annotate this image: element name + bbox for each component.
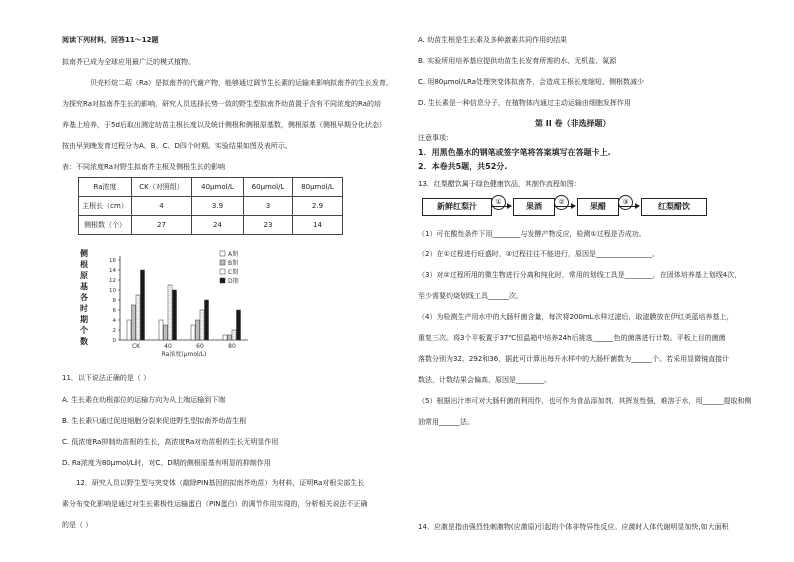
y-tick-label: 0 [112, 338, 116, 344]
legend-swatch-C期 [220, 269, 225, 274]
x-axis-label: Ra浓度(μmol/L) [161, 351, 207, 358]
legend-swatch-B期 [220, 260, 225, 265]
y-tick-label: 12 [109, 278, 116, 284]
q12-option-c: C. 用80μmol/LRa处理突变体拟南芥，会造成主根长度缩短、侧根数减少 [418, 78, 645, 86]
flow-arrow-1 [491, 206, 511, 207]
passage-line-4: 按由早到晚发育过程分为A、B、C、D四个时期。实验结果如图及表所示。 [62, 142, 292, 150]
q11-option-b: B. 生长素只通过促进细胞分裂来促进野生型拟南芥幼苗生根 [62, 417, 247, 425]
table-row [79, 197, 343, 216]
y-tick-label: 16 [109, 258, 116, 264]
legend-swatch-D期 [220, 278, 225, 283]
q13-line-4: 至少需要灼烧划线工具______次。 [418, 292, 523, 300]
q13-line-8: 数法，计数结果会偏高，原因是________。 [418, 376, 551, 384]
question-11: 11．以下说法正确的是（ ） [62, 374, 151, 382]
question-13-intro: 13．红梨醋饮属于绿色健康饮品，其制作流程如图： [418, 180, 581, 188]
legend-label: D期 [228, 278, 239, 285]
table-header-cell: Ra浓度 [79, 178, 132, 197]
table-cell: 3 [244, 197, 293, 216]
table-cell: 2.9 [293, 197, 343, 216]
q12-option-b: B. 实验所用培养基应提供幼苗生长发育所需的水、无机盐、氮源 [418, 57, 617, 65]
q13-line-1: （1）可在酸性条件下用________与发酵产物反应，检测①过程是否成功。 [418, 230, 646, 238]
question-12-line-2: 素分布变化影响是通过对生长素极性运输蛋白（PIN蛋白）的调节作用实现的，分析相关说法不正确 [62, 500, 368, 508]
q12-option-a: A. 幼苗生根是生长素及多种激素共同作用的结果 [418, 36, 568, 44]
q13-line-10: 油常用______法。 [418, 418, 474, 426]
flow-arrow-2 [554, 206, 575, 207]
q13-line-3: （3）对②过程所用的微生物进行分离和纯化时，常用的划线工具是________，在固体培养基上划线4次， [418, 271, 742, 279]
flow-step-1: ① [491, 195, 506, 210]
passage-line-2: 为探究Ra对拟南芥生长的影响，研究人员选择长势一致的野生型拟南芥幼苗置于含有不同浓度的Ra的培 [62, 100, 381, 108]
passage-line-3: 养基上培养，于5d后取出测定幼苗主根长度以及统计侧根和侧根原基数，侧根原基（侧根早期分化状态） [62, 121, 386, 129]
table-cell: 主根长（cm） [79, 197, 132, 216]
y-axis-label-char: 数 [80, 337, 88, 346]
y-tick-label: 2 [112, 328, 116, 334]
x-tick-label: 80 [228, 343, 236, 350]
table-header-cell: 40μmol/L [192, 178, 244, 197]
table-header-cell: 60μmol/L [244, 178, 293, 197]
results-table [78, 177, 343, 235]
y-axis-label-char: 侧 [80, 249, 88, 258]
y-tick-label: 6 [112, 308, 116, 314]
section-title: 第 II 卷（非选择题） [535, 119, 611, 128]
bar-B期-40 [164, 325, 168, 340]
y-axis-label-char: 根 [80, 260, 88, 269]
q11-option-a: A. 生长素在幼根部位的运输方向为从上端运输到下端 [62, 396, 226, 404]
flow-fruit-wine: 果酒 [513, 198, 555, 216]
y-axis-label-char: 原 [80, 271, 88, 280]
notice-item-1: 1．用黑色墨水的钢笔或签字笔将答案填写在答题卡上. [418, 148, 611, 157]
q11-option-c: C. 低浓度Ra抑制幼苗根的生长，高浓度Ra对幼苗根的生长无明显作用 [62, 438, 279, 446]
q13-line-5: （4）为检测生产用水中的大肠杆菌含量，每次将200mL水样过滤后，取滤膜放在伊红美蓝培养基上， [418, 313, 734, 321]
flow-step-3: ③ [618, 195, 633, 210]
y-axis-label-char: 基 [80, 282, 88, 291]
q11-option-d: D. Ra浓度为80μmol/L时，对C、D期的侧根原基有明显的抑制作用 [62, 459, 271, 467]
lateral-root-primordia-chart [74, 248, 314, 358]
question-14: 14．应激是指由强烈性刺激物(应激原)引起的个体非特异性反应。应激时人体代谢明显加快,如大面积 [418, 523, 729, 531]
x-tick-label: 60 [196, 343, 204, 350]
table-cell: 侧根数（个） [79, 216, 132, 235]
x-tick-label: 40 [164, 343, 172, 350]
passage-intro: 拟南芥已成为全球应用最广泛的模式植物。 [62, 58, 195, 66]
flow-fruit-vinegar: 果醋 [577, 198, 619, 216]
y-axis-label-char: 期 [80, 315, 88, 324]
bar-A期-40 [159, 320, 163, 340]
bar-D期-CK [141, 270, 145, 340]
q13-line-2: （2）在①过程进行旺盛时，②过程往往不能进行，原因是________________。 [418, 250, 660, 258]
y-tick-label: 14 [109, 268, 116, 274]
table-header-cell: CK（对照组） [132, 178, 192, 197]
legend-label: B期 [228, 260, 239, 267]
table-cell: 27 [132, 216, 192, 235]
flow-fresh-pear-juice: 新鲜红梨汁 [422, 198, 492, 216]
flow-step-2: ② [554, 195, 569, 210]
q13-line-6: 重复三次。将3个平板置于37℃恒温箱中培养24h后挑选______色的菌落进行计数。平板上目的菌菌 [418, 334, 726, 342]
bar-B期-60 [196, 320, 200, 340]
bar-B期-80 [228, 335, 232, 340]
passage-line-1: 贝壳杉烷二萜（Ra）是拟南芥的代谢产物，能够通过调节生长素的运输来影响拟南芥的生长发育。 [90, 79, 393, 87]
table-row [79, 216, 343, 235]
table-cell: 4 [132, 197, 192, 216]
table-cell: 3.9 [192, 197, 244, 216]
table-caption: 表：不同浓度Ra对野生拟南芥主根及侧根生长的影响 [62, 163, 225, 171]
y-axis-label-char: 时 [80, 304, 88, 313]
legend-label: C期 [228, 269, 239, 276]
bar-D期-80 [237, 310, 241, 340]
y-axis-label-char: 各 [80, 293, 88, 302]
table-cell: 23 [244, 216, 293, 235]
notice-title: 注意事项： [418, 134, 453, 142]
y-tick-label: 4 [112, 318, 116, 324]
flow-pear-vinegar-drink: 红梨醋饮 [641, 198, 707, 216]
bar-B期-CK [132, 305, 136, 340]
bar-A期-CK [127, 320, 131, 340]
bar-A期-80 [223, 335, 227, 340]
q13-line-7: 落数分别为32、292和36，据此可计算出每升水样中的大肠杆菌数为______个。若采用显微镜直接计 [418, 355, 730, 363]
table-cell: 14 [293, 216, 343, 235]
passage-header: 阅读下列材料，回答11～12题 [62, 36, 159, 44]
table-header-row [79, 178, 343, 197]
bar-D期-40 [173, 290, 177, 340]
q12-option-d: D. 生长素是一种信息分子，在植物体内通过主动运输由细胞发挥作用 [418, 99, 631, 107]
flow-arrow-3 [618, 206, 639, 207]
q13-line-9: （5）根据出汁率可对大肠杆菌的利用作，也可作为食品添加剂，其挥发性强，难溶于水，用______提取和侧 [418, 397, 752, 405]
bar-A期-60 [191, 325, 195, 340]
question-12-line-1: 12．研究人员以野生型与突变体（敲除PIN基因的拟南芥幼苗）为材料，证明Ra对根尖部生长 [76, 479, 365, 487]
legend-swatch-A期 [220, 251, 225, 256]
y-axis-label-char: 个 [80, 326, 88, 335]
question-12-line-3: 的是（ ） [62, 521, 93, 529]
x-tick-label: CK [131, 343, 141, 350]
y-tick-label: 10 [109, 288, 116, 294]
legend-label: A期 [228, 251, 239, 258]
table-cell: 24 [192, 216, 244, 235]
notice-item-2: 2．本卷共5题，共52分. [418, 162, 508, 171]
table-header-cell: 80μmol/L [293, 178, 343, 197]
bar-D期-60 [205, 300, 209, 340]
y-tick-label: 8 [112, 298, 116, 304]
